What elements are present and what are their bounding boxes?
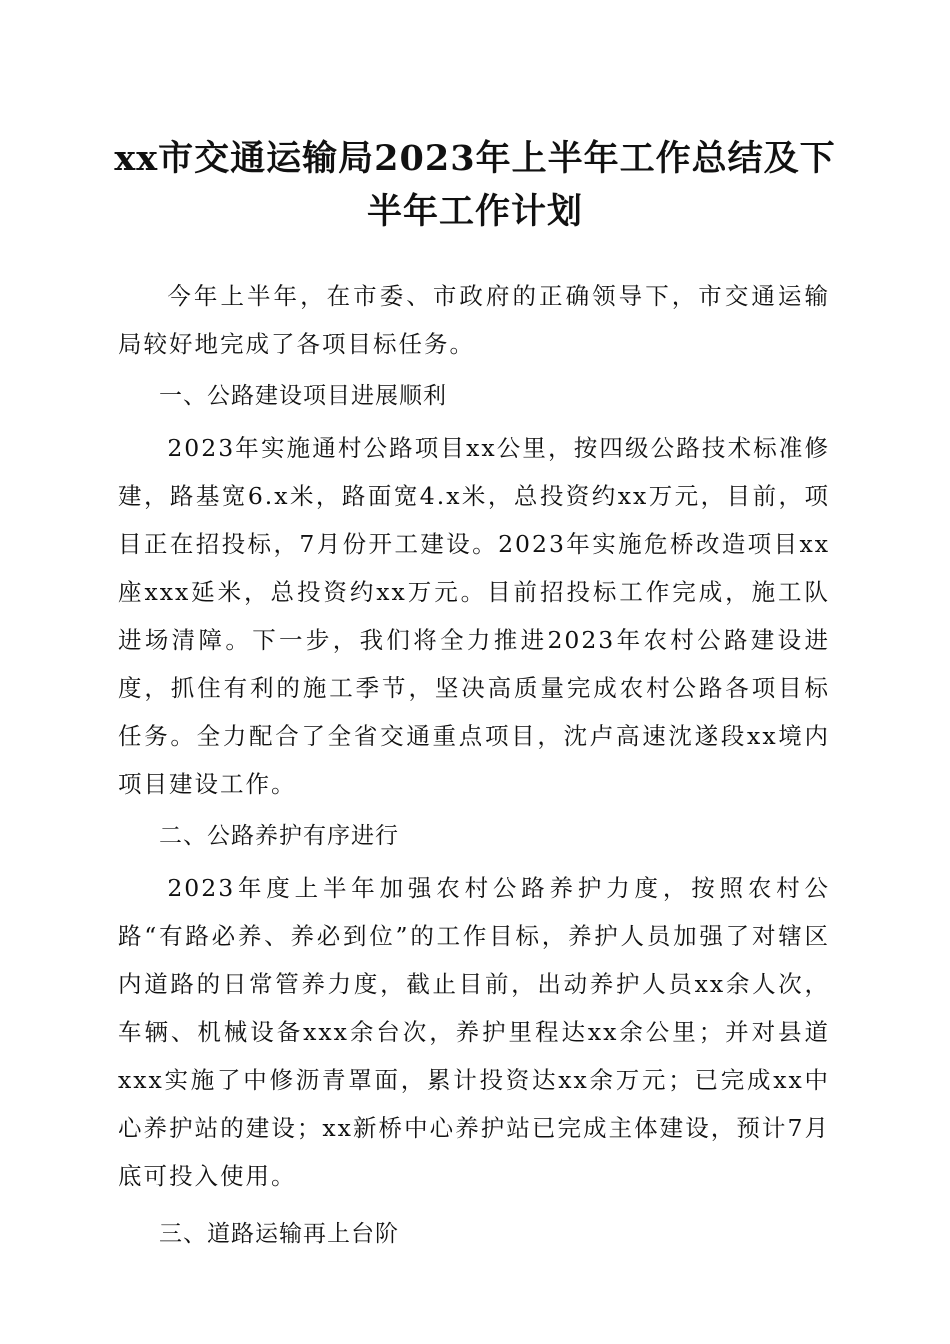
section-heading-2: 二、公路养护有序进行 [159,823,399,849]
title-line-1: xx市交通运输局2023年上半年工作总结及下 [114,138,836,179]
section-heading-1: 一、公路建设项目进展顺利 [159,383,447,409]
document-title [110,132,840,238]
section-heading-3: 三、道路运输再上台阶 [159,1221,399,1247]
section-paragraph-2: 2023年度上半年加强农村公路养护力度，按照农村公路“有路必养、养必到位”的工作目标，养护人员加强了对辖区内道路的日常管养力度，截止目前，出动养护人员xx余人次，车辆、机械设备xxx余台次，养护里程达xx余公里；并对县道xxx实施了中修沥青罩面，累计投资达xx余万元；已完成xx中心养护站的建设；xx新桥中心养护站已完成主体建设，预计7月底可投入使用。 [118,874,830,1190]
document-body [118,272,830,1258]
section-paragraph-1: 2023年实施通村公路项目xx公里，按四级公路技术标准修建，路基宽6.x米，路面宽4.x米，总投资约xx万元，目前，项目正在招投标，7月份开工建设。2023年实施危桥改造项目xx座xxx延米，总投资约xx万元。目前招投标工作完成，施工队进场清障。下一步，我们将全力推进2023年农村公路建设进度，抓住有利的施工季节，坚决高质量完成农村公路各项目标任务。全力配合了全省交通重点项目，沈卢高速沈遂段xx境内项目建设工作。 [118,434,830,798]
title-line-2: 半年工作计划 [366,191,583,232]
intro-paragraph: 今年上半年，在市委、市政府的正确领导下，市交通运输局较好地完成了各项目标任务。 [118,282,830,358]
